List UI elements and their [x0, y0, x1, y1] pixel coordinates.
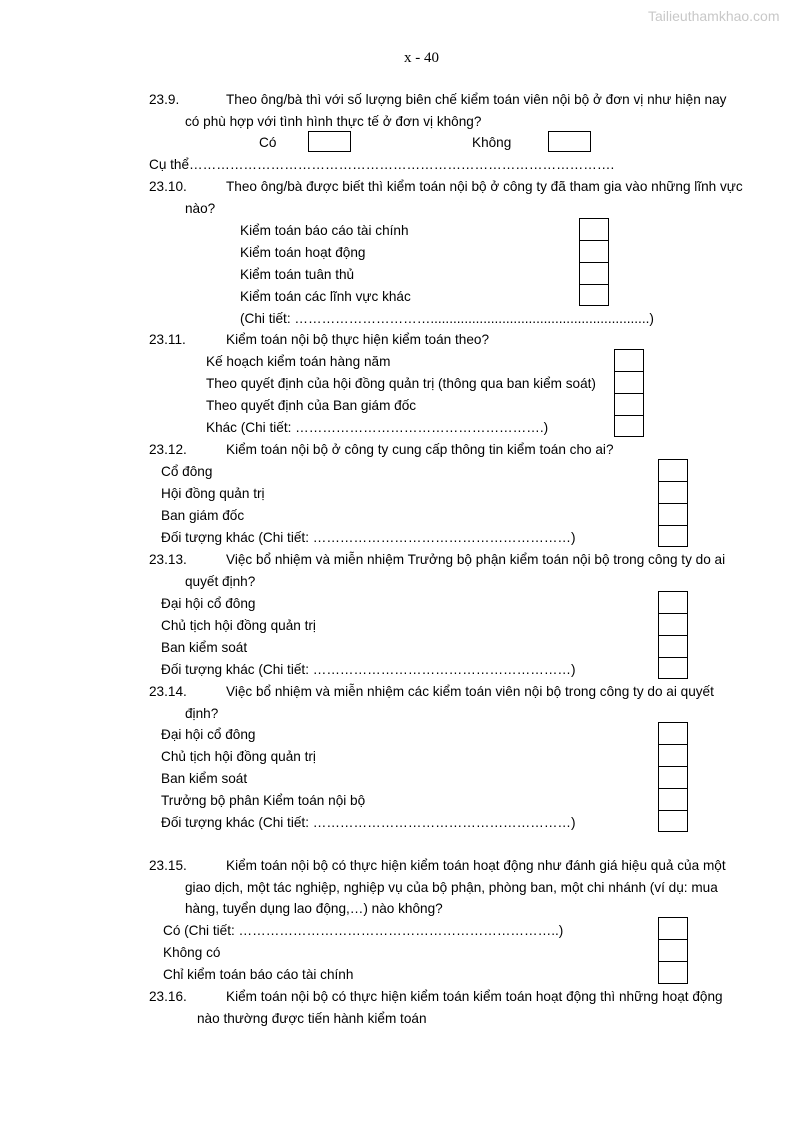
question-text-line-1: Theo ông/bà được biết thì kiểm toán nội bộ ở công ty đã tham gia vào những lĩnh vực — [226, 179, 743, 194]
option-checkbox[interactable] — [658, 961, 688, 984]
option-label: Kế hoạch kiểm toán hàng năm — [206, 354, 391, 369]
question-text-line-1: Kiểm toán nội bộ ở công ty cung cấp thông tin kiểm toán cho ai? — [226, 442, 614, 457]
option-yes-label: Có — [259, 135, 277, 150]
option-checkbox[interactable] — [658, 788, 688, 811]
option-checkbox[interactable] — [658, 917, 688, 940]
question-text-line-1: Việc bổ nhiệm và miễn nhiệm các kiểm toán viên nội bộ trong công ty do ai quyết — [226, 684, 714, 699]
question-text-line-3: hàng, tuyển dụng lao động,…) nào không? — [185, 901, 443, 916]
watermark: Tailieuthamkhao.com — [648, 8, 780, 24]
option-checkbox[interactable] — [579, 218, 609, 241]
option-label: Cổ đông — [161, 464, 213, 479]
question-number: 23.16. — [149, 989, 187, 1004]
question-text-line-2: có phù hợp với tình hình thực tế ở đơn vị không? — [185, 114, 482, 129]
option-yes-checkbox[interactable] — [308, 131, 351, 152]
question-number: 23.9. — [149, 92, 180, 107]
option-no-label: Không — [472, 135, 512, 150]
option-checkbox[interactable] — [614, 393, 644, 416]
question-number: 23.15. — [149, 858, 187, 873]
question-number: 23.14. — [149, 684, 187, 699]
question-number: 23.10. — [149, 179, 187, 194]
option-checkbox[interactable] — [579, 262, 609, 285]
option-label[interactable]: Đối tượng khác (Chi tiết: …………………………………………………) — [161, 662, 576, 677]
option-checkbox[interactable] — [658, 939, 688, 962]
option-label[interactable]: Đối tượng khác (Chi tiết: …………………………………………………) — [161, 815, 576, 830]
option-label: Hội đồng quản trị — [161, 486, 265, 501]
question-text-line-2: giao dịch, một tác nghiệp, nghiệp vụ của bộ phận, phòng ban, một chi nhánh (ví dụ: mua — [185, 880, 718, 895]
option-checkbox[interactable] — [614, 349, 644, 372]
option-checkbox[interactable] — [579, 284, 609, 306]
page-number: x - 40 — [404, 50, 439, 66]
question-text-line-1: Kiểm toán nội bộ có thực hiện kiểm toán kiểm toán hoạt động thì những hoạt động — [226, 989, 723, 1004]
question-text-line-2: định? — [185, 706, 219, 721]
option-label: Trưởng bộ phân Kiểm toán nội bộ — [161, 793, 366, 808]
option-label[interactable]: Có (Chi tiết: ……………………………………………………………..) — [163, 923, 564, 938]
option-checkbox[interactable] — [658, 503, 688, 526]
question-text-line-2: quyết định? — [185, 574, 256, 589]
option-checkbox[interactable] — [579, 240, 609, 263]
question-number: 23.13. — [149, 552, 187, 567]
option-label: Đại hội cổ đông — [161, 727, 256, 742]
option-checkbox[interactable] — [658, 744, 688, 767]
option-label: Theo quyết định của Ban giám đốc — [206, 398, 417, 413]
option-checkbox[interactable] — [658, 635, 688, 658]
question-text-line-1: Kiểm toán nội bộ có thực hiện kiểm toán hoạt động như đánh giá hiệu quả của một — [226, 858, 726, 873]
question-text-line-1: Kiểm toán nội bộ thực hiện kiểm toán theo? — [226, 332, 490, 347]
question-number: 23.11. — [149, 332, 186, 347]
option-checkbox[interactable] — [658, 481, 688, 504]
option-label: Đại hội cổ đông — [161, 596, 256, 611]
question-text-line-1: Theo ông/bà thì với số lượng biên chế kiểm toán viên nội bộ ở đơn vị như hiện nay — [226, 92, 727, 107]
question-text-line-2: nào thường được tiến hành kiểm toán — [197, 1011, 427, 1026]
option-label: Ban kiểm soát — [161, 640, 248, 655]
option-checkbox[interactable] — [658, 525, 688, 547]
question-text-line-2: nào? — [185, 201, 216, 216]
option-checkbox[interactable] — [658, 613, 688, 636]
option-label: Theo quyết định của hội đồng quản trị (thông qua ban kiểm soát) — [206, 376, 596, 391]
detail-line[interactable]: (Chi tiết: …………………………..........................................................) — [240, 311, 654, 326]
option-label: Chủ tịch hội đồng quản trị — [161, 618, 316, 633]
option-label: Ban kiểm soát — [161, 771, 248, 786]
option-checkbox[interactable] — [614, 415, 644, 437]
option-checkbox[interactable] — [658, 810, 688, 832]
option-checkbox[interactable] — [658, 591, 688, 614]
detail-line[interactable]: Cụ thể…………………………………………………………………………………. — [149, 157, 615, 172]
option-label: Chủ tịch hội đồng quản trị — [161, 749, 316, 764]
option-label[interactable]: Khác (Chi tiết: ……………………………………………….) — [206, 420, 549, 435]
option-no-checkbox[interactable] — [548, 131, 591, 152]
question-number: 23.12. — [149, 442, 187, 457]
option-label: Chỉ kiểm toán báo cáo tài chính — [163, 967, 354, 982]
option-label: Kiểm toán tuân thủ — [240, 267, 355, 282]
option-label: Kiểm toán hoạt động — [240, 245, 366, 260]
option-label[interactable]: Đối tượng khác (Chi tiết: …………………………………………………) — [161, 530, 576, 545]
option-checkbox[interactable] — [658, 459, 688, 482]
option-checkbox[interactable] — [614, 371, 644, 394]
question-text-line-1: Việc bổ nhiệm và miễn nhiệm Trưởng bộ phận kiểm toán nội bộ trong công ty do ai — [226, 552, 726, 567]
option-checkbox[interactable] — [658, 722, 688, 745]
option-label: Ban giám đốc — [161, 508, 245, 523]
option-label: Kiểm toán báo cáo tài chính — [240, 223, 409, 238]
option-label: Không có — [163, 945, 221, 960]
option-label: Kiểm toán các lĩnh vực khác — [240, 289, 411, 304]
option-checkbox[interactable] — [658, 766, 688, 789]
option-checkbox[interactable] — [658, 657, 688, 679]
